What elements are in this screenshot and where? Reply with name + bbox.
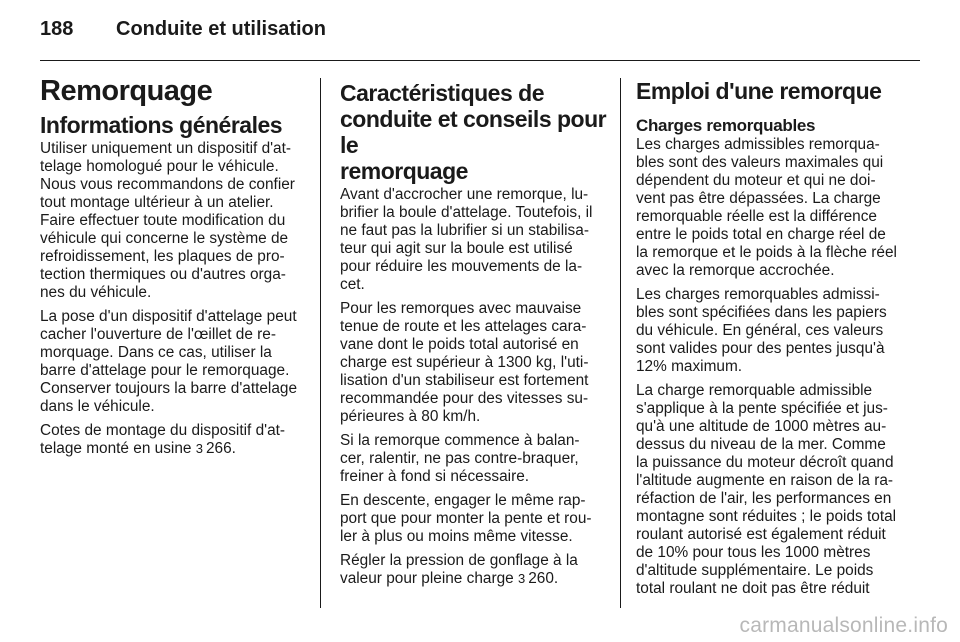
- column-2: [340, 70, 610, 594]
- subsection-title: Charges remorquables: [636, 116, 816, 135]
- section-title: Caractéristiques de conduite et conseils pour le remorquage: [340, 80, 607, 184]
- paragraph: Si la remorque commence à balan- cer, ralentir, ne pas contre-braquer, freiner à fond si nécessaire.: [340, 432, 580, 485]
- paragraph: Les charges remorquables admissi- bles sont spécifiées dans les papiers du véhicule. En général, ces valeurs sont valides pour des pentes jusqu'à 12% maximum.: [636, 286, 887, 375]
- paragraph-with-reference: Régler la pression de gonflage à la valeur pour pleine charge 3 260.: [340, 552, 578, 587]
- section-title: Emploi d'une remorque: [636, 78, 882, 104]
- section-title: Remorquage: [40, 75, 213, 107]
- arrow-reference-icon: 3: [517, 571, 526, 586]
- column-divider: [320, 78, 321, 608]
- paragraph: En descente, engager le même rap- port que pour monter la pente et rou- ler à plus ou moins même vitesse.: [340, 492, 592, 545]
- arrow-reference-icon: 3: [195, 441, 203, 456]
- page-reference-link[interactable]: 3 266.: [195, 440, 236, 457]
- paragraph: Utiliser uniquement un dispositif d'at- telage homologué pour le véhicule. Nous vous recommandons de confier tout montage ultérieur à un atelier. Faire effectuer toute modification du véhicule qui concerne le système de refroidissement, les plaques de pro- tection thermiques ou d'autres orga- nes du véhicule.: [40, 140, 295, 301]
- chapter-title: Conduite et utilisation: [116, 18, 326, 40]
- paragraph-with-reference: Cotes de montage du dispositif d'at- telage monté en usine 3 266.: [40, 422, 286, 457]
- column-divider: [620, 78, 621, 608]
- paragraph: La charge remorquable admissible s'applique à la pente spécifiée et jus- qu'à une altitude de 1000 mètres au- dessus du niveau de la mer. Comme la puissance du moteur décroît quand l'altitude augmente en raison de la ra- réfaction de l'air, les performances en montagne sont réduites ; le poids total roulant autorisé est également réduit de 10% pour tous les 1000 mètres d'altitude supplémentaire. Le poids total roulant ne doit pas être réduit: [636, 382, 897, 597]
- page-header: [40, 18, 920, 52]
- paragraph: Pour les remorques avec mauvaise tenue de route et les attelages cara- vane dont le poids total autorisé en charge est supérieur à 1300 kg, l'uti- lisation d'un stabiliseur est fortement recommandée pour des vitesses su- périeures à 80 km/h.: [340, 300, 589, 425]
- paragraph-group: [40, 140, 308, 416]
- paragraph: Avant d'accrocher une remorque, lu- brifier la boule d'attelage. Toutefois, il ne faut pas la lubrifier si un stabilisa- teur qui agit sur la boule est utilisé pour réduire les mouvements de la- cet.: [340, 186, 593, 293]
- paragraph-group: [636, 136, 908, 598]
- subsection-title: Informations générales: [40, 112, 283, 138]
- page-reference-link[interactable]: 3 260.: [517, 570, 559, 587]
- header-rule: [40, 60, 920, 61]
- watermark: carmanualsonline.info: [739, 614, 948, 637]
- page-number: 188: [40, 18, 74, 40]
- paragraph: Les charges admissibles remorqua- bles sont des valeurs maximales qui dépendent du moteur et qui ne doi- vent pas être dépassées. La charge remorquable réelle est la différence entre le poids total en charge réel de la remorque et le poids à la flèche réel avec la remorque accrochée.: [636, 136, 897, 279]
- paragraph: La pose d'un dispositif d'attelage peut cacher l'ouverture de l'œillet de re- morquage. Dans ce cas, utiliser la barre d'attelage pour le remorquage. Conserver toujours la barre d'attelage dans le véhicule.: [40, 308, 298, 415]
- paragraph-group: [340, 186, 610, 546]
- column-3: [636, 70, 908, 604]
- column-1: [40, 70, 308, 464]
